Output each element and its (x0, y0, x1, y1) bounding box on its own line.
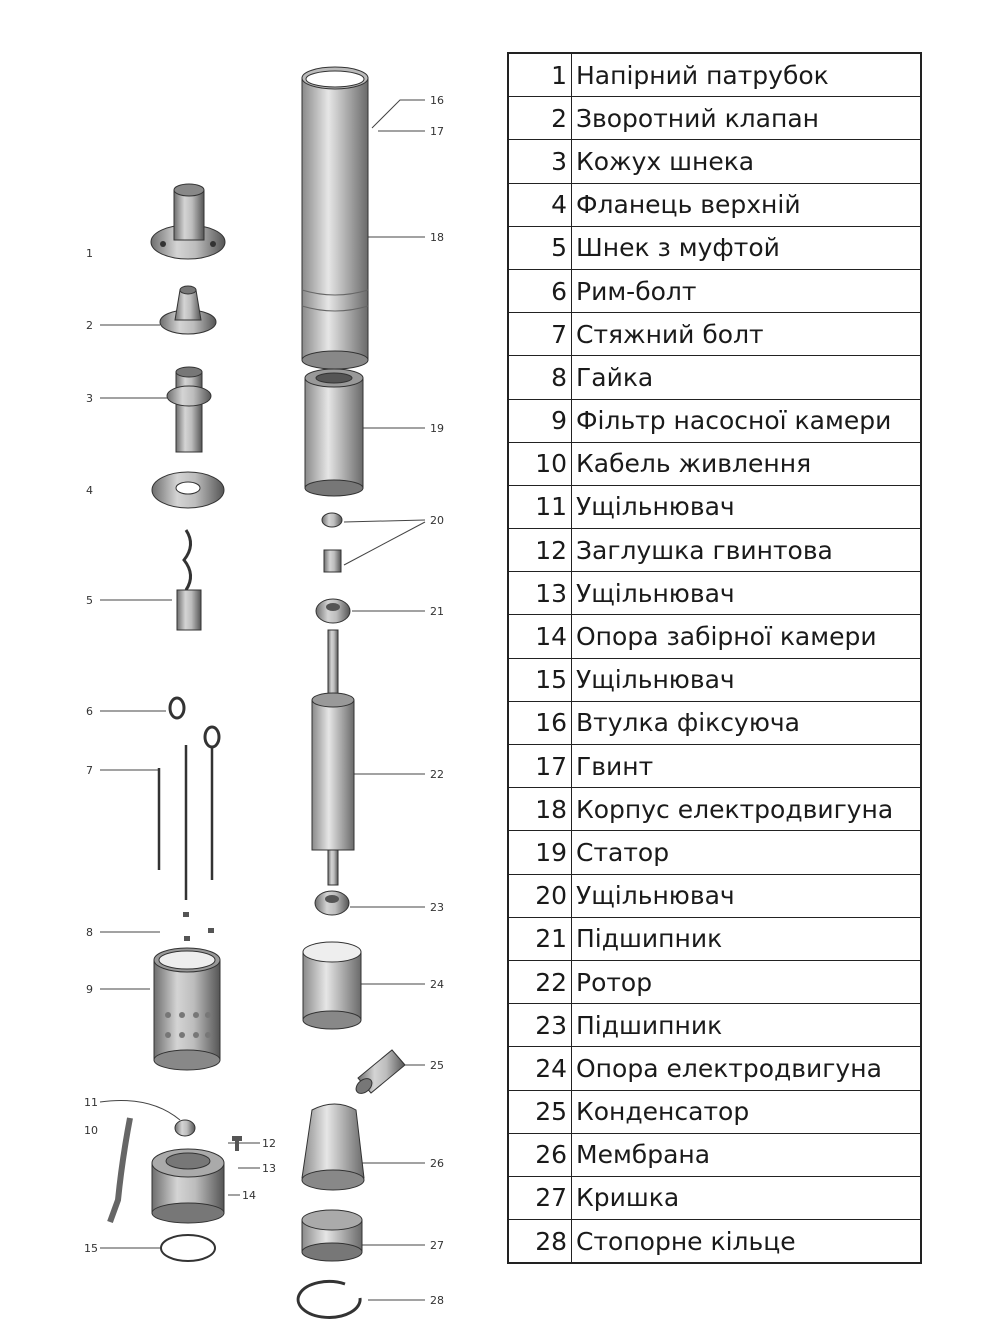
table-row (508, 615, 921, 658)
part-name: Стопорне кільце (572, 1220, 922, 1264)
part-name: Кришка (572, 1176, 922, 1219)
part-auger (177, 530, 201, 630)
callout-25: 25 (430, 1059, 444, 1072)
part-number: 20 (508, 874, 572, 917)
table-row (508, 1176, 921, 1219)
part-seals-20 (322, 513, 342, 572)
part-upper-flange (152, 472, 224, 508)
part-rotor (312, 630, 354, 885)
part-bearing-21 (316, 599, 350, 623)
table-row (508, 1220, 921, 1264)
part-name: Статор (572, 831, 922, 874)
callout-8: 8 (86, 926, 93, 939)
part-membrane (302, 1104, 364, 1190)
table-row (508, 529, 921, 572)
part-name: Кожух шнека (572, 140, 922, 183)
callout-11: 11 (84, 1096, 98, 1109)
callout-26: 26 (430, 1157, 444, 1170)
part-name: Підшипник (572, 917, 922, 960)
part-eye-bolts-and-rods (159, 698, 219, 900)
part-nuts (183, 912, 214, 941)
part-name: Втулка фіксуюча (572, 701, 922, 744)
part-name: Ущільнювач (572, 485, 922, 528)
callout-9: 9 (86, 983, 93, 996)
part-bearing-23 (315, 891, 349, 915)
part-number: 4 (508, 183, 572, 226)
part-number: 22 (508, 960, 572, 1003)
callout-7: 7 (86, 764, 93, 777)
table-row (508, 960, 921, 1003)
part-number: 1 (508, 53, 572, 97)
part-number: 14 (508, 615, 572, 658)
part-name: Шнек з муфтой (572, 226, 922, 269)
callout-14: 14 (242, 1189, 256, 1202)
part-name: Конденсатор (572, 1090, 922, 1133)
part-number: 19 (508, 831, 572, 874)
part-name: Фланець верхній (572, 183, 922, 226)
part-motor-housing (302, 67, 368, 369)
part-number: 17 (508, 745, 572, 788)
part-number: 12 (508, 529, 572, 572)
callout-18: 18 (430, 231, 444, 244)
part-number: 8 (508, 356, 572, 399)
part-number: 9 (508, 399, 572, 442)
part-name: Ущільнювач (572, 572, 922, 615)
part-name: Ущільнювач (572, 874, 922, 917)
table-row (508, 831, 921, 874)
callout-2: 2 (86, 319, 93, 332)
part-o-ring (161, 1235, 215, 1261)
part-name: Мембрана (572, 1133, 922, 1176)
callout-22: 22 (430, 768, 444, 781)
table-row (508, 183, 921, 226)
table-row (508, 313, 921, 356)
part-number: 13 (508, 572, 572, 615)
part-stator (305, 369, 363, 496)
table-row (508, 658, 921, 701)
part-retaining-ring (298, 1281, 360, 1317)
callout-20: 20 (430, 514, 444, 527)
table-row (508, 485, 921, 528)
part-number: 5 (508, 226, 572, 269)
table-row (508, 97, 921, 140)
part-name: Рим-болт (572, 269, 922, 312)
part-cover (302, 1210, 362, 1261)
part-filter (154, 948, 220, 1070)
callout-4: 4 (86, 484, 93, 497)
part-number: 26 (508, 1133, 572, 1176)
callout-19: 19 (430, 422, 444, 435)
table-row (508, 788, 921, 831)
part-name: Опора електродвигуна (572, 1047, 922, 1090)
part-name: Зворотний клапан (572, 97, 922, 140)
part-name: Ущільнювач (572, 658, 922, 701)
table-row (508, 1133, 921, 1176)
part-name: Заглушка гвинтова (572, 529, 922, 572)
table-row (508, 1090, 921, 1133)
part-number: 10 (508, 442, 572, 485)
part-capacitor (353, 1050, 405, 1096)
part-check-valve (160, 286, 216, 334)
part-discharge-nozzle (151, 184, 225, 259)
table-row (508, 226, 921, 269)
callout-21: 21 (430, 605, 444, 618)
table-row (508, 356, 921, 399)
part-name: Напірний патрубок (572, 53, 922, 97)
table-row (508, 269, 921, 312)
part-name: Опора забірної камери (572, 615, 922, 658)
part-number: 25 (508, 1090, 572, 1133)
part-power-cable (110, 1118, 130, 1222)
part-name: Корпус електродвигуна (572, 788, 922, 831)
part-number: 28 (508, 1220, 572, 1264)
part-number: 11 (508, 485, 572, 528)
callout-27: 27 (430, 1239, 444, 1252)
callout-6: 6 (86, 705, 93, 718)
callout-3: 3 (86, 392, 93, 405)
part-seal-11 (175, 1120, 195, 1136)
part-name: Фільтр насосної камери (572, 399, 922, 442)
part-motor-support (303, 942, 361, 1029)
parts-legend-table (507, 52, 922, 1264)
part-number: 24 (508, 1047, 572, 1090)
table-row (508, 572, 921, 615)
callout-23: 23 (430, 901, 444, 914)
part-name: Гвинт (572, 745, 922, 788)
callout-1: 1 (86, 247, 93, 260)
callout-16: 16 (430, 94, 444, 107)
part-number: 21 (508, 917, 572, 960)
callout-28: 28 (430, 1294, 444, 1307)
table-row (508, 701, 921, 744)
callout-17: 17 (430, 125, 444, 138)
table-row (508, 140, 921, 183)
part-number: 16 (508, 701, 572, 744)
part-auger-housing (167, 367, 211, 452)
callout-13: 13 (262, 1162, 276, 1175)
table-row (508, 745, 921, 788)
callout-12: 12 (262, 1137, 276, 1150)
part-number: 2 (508, 97, 572, 140)
part-number: 6 (508, 269, 572, 312)
table-row (508, 917, 921, 960)
part-name: Стяжний болт (572, 313, 922, 356)
table-row (508, 1047, 921, 1090)
part-name: Кабель живлення (572, 442, 922, 485)
part-number: 27 (508, 1176, 572, 1219)
part-number: 15 (508, 658, 572, 701)
table-row (508, 53, 921, 97)
part-intake-support (152, 1149, 224, 1223)
table-row (508, 442, 921, 485)
part-number: 23 (508, 1004, 572, 1047)
table-row (508, 874, 921, 917)
part-name: Підшипник (572, 1004, 922, 1047)
part-number: 3 (508, 140, 572, 183)
callout-15: 15 (84, 1242, 98, 1255)
part-name: Гайка (572, 356, 922, 399)
callout-10: 10 (84, 1124, 98, 1137)
part-number: 18 (508, 788, 572, 831)
callout-24: 24 (430, 978, 444, 991)
table-row (508, 1004, 921, 1047)
callout-5: 5 (86, 594, 93, 607)
table-row (508, 399, 921, 442)
part-name: Ротор (572, 960, 922, 1003)
part-number: 7 (508, 313, 572, 356)
